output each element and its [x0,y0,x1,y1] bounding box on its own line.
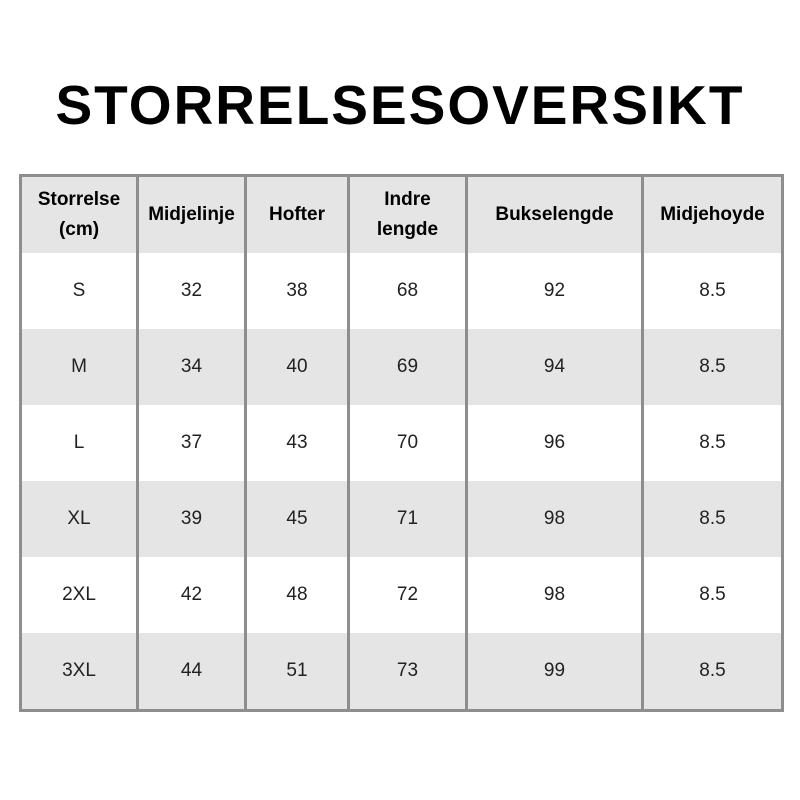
cell-waist: 44 [138,633,246,711]
cell-inseam: 68 [349,253,467,329]
cell-pant-length: 96 [467,405,643,481]
cell-hips: 48 [246,557,349,633]
cell-rise: 8.5 [643,253,783,329]
cell-rise: 8.5 [643,557,783,633]
cell-waist: 37 [138,405,246,481]
cell-pant-length: 99 [467,633,643,711]
cell-inseam: 73 [349,633,467,711]
table-row [21,481,783,557]
cell-inseam: 69 [349,329,467,405]
cell-pant-length: 94 [467,329,643,405]
header-pant-length: Bukselengde [467,176,643,254]
cell-rise: 8.5 [643,633,783,711]
cell-pant-length: 98 [467,557,643,633]
table-row [21,329,783,405]
cell-hips: 43 [246,405,349,481]
cell-pant-length: 98 [467,481,643,557]
table-row [21,253,783,329]
cell-size: 2XL [21,557,138,633]
cell-waist: 39 [138,481,246,557]
cell-waist: 34 [138,329,246,405]
header-size: Storrelse (cm) [21,176,138,254]
header-inseam: Indre lengde [349,176,467,254]
header-rise: Midjehoyde [643,176,783,254]
table-header-row [21,176,783,254]
cell-size: 3XL [21,633,138,711]
cell-size: M [21,329,138,405]
cell-rise: 8.5 [643,405,783,481]
cell-pant-length: 92 [467,253,643,329]
header-waist: Midjelinje [138,176,246,254]
cell-waist: 32 [138,253,246,329]
cell-rise: 8.5 [643,329,783,405]
cell-inseam: 70 [349,405,467,481]
size-chart-table [19,174,784,712]
cell-rise: 8.5 [643,481,783,557]
cell-size: S [21,253,138,329]
table-row [21,557,783,633]
cell-inseam: 72 [349,557,467,633]
cell-hips: 38 [246,253,349,329]
cell-inseam: 71 [349,481,467,557]
header-hips: Hofter [246,176,349,254]
cell-hips: 40 [246,329,349,405]
cell-hips: 45 [246,481,349,557]
cell-waist: 42 [138,557,246,633]
cell-size: XL [21,481,138,557]
cell-hips: 51 [246,633,349,711]
table-row [21,633,783,711]
cell-size: L [21,405,138,481]
table-row [21,405,783,481]
page-title: STORRELSESOVERSIKT [55,74,745,136]
